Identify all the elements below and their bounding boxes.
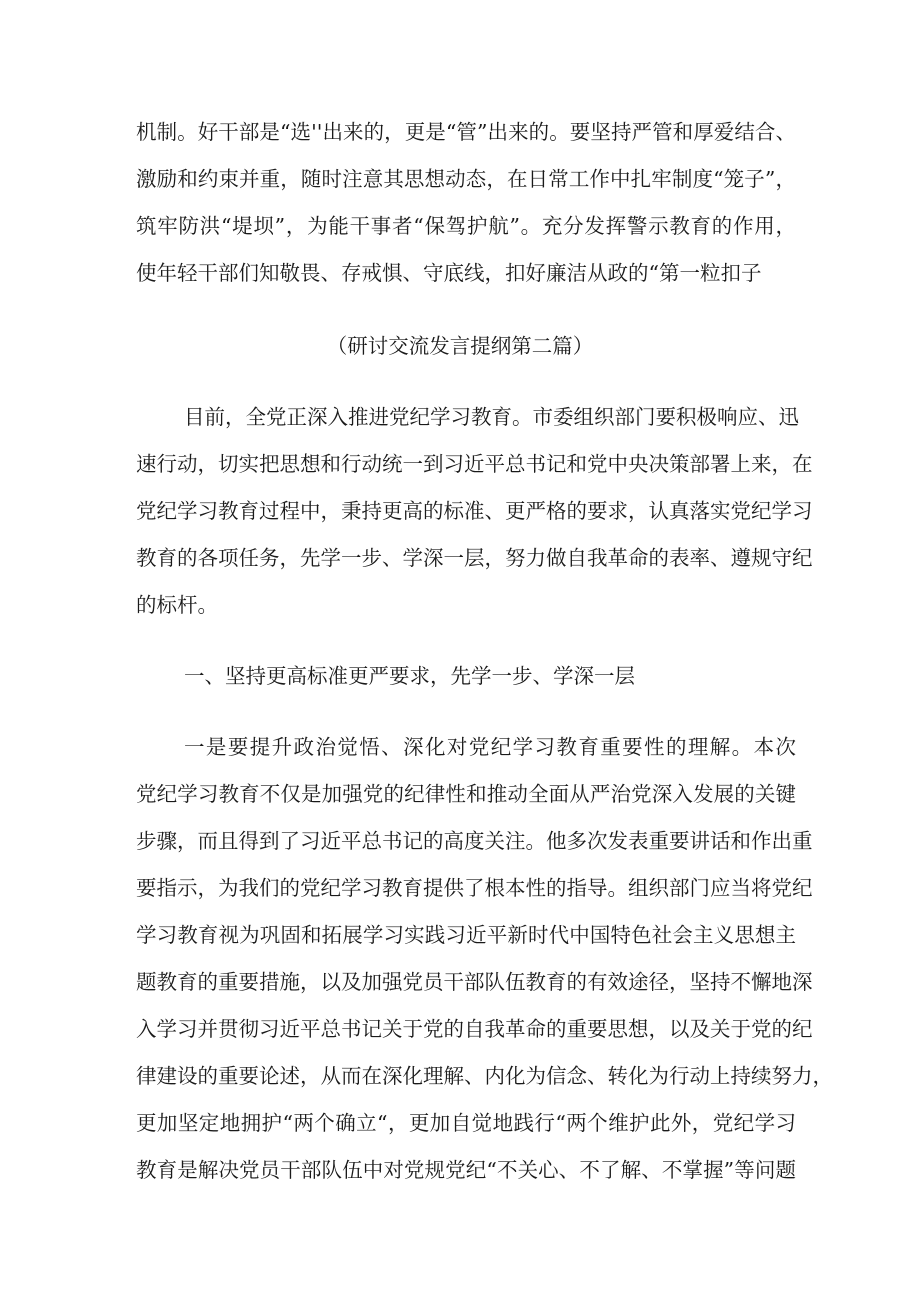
- body-paragraph-line: 一是要提升政治觉悟、深化对党纪学习教育重要性的理解。本次: [184, 735, 796, 759]
- intro-paragraph-line: 目前，全党正深入推进党纪学习教育。市委组织部门要积极响应、迅: [184, 405, 799, 429]
- body-paragraph-line: 党纪学习教育不仅是加强党的纪律性和推动全面从严治党深入发展的关键: [136, 782, 796, 806]
- top-paragraph-line: 筑牢防洪“堤坝”，为能干事者“保驾护航”。充分发挥警示教育的作用，: [136, 214, 796, 238]
- top-paragraph-line: 机制。好干部是“选''出来的，更是“管”出来的。要坚持严管和厚爱结合、: [136, 120, 796, 144]
- body-paragraph-line: 教育是解决党员干部队伍中对党规党纪“不关心、不了解、不掌握”等问题: [136, 1158, 796, 1182]
- intro-paragraph-line: 教育的各项任务，先学一步、学深一层，努力做自我革命的表率、遵规守纪: [136, 546, 813, 570]
- body-paragraph-line: 更加坚定地拥护“两个确立“，更加自觉地践行“两个维护此外，党纪学习: [136, 1111, 796, 1135]
- body-paragraph-line: 要指示，为我们的党纪学习教育提供了根本性的指导。组织部门应当将党纪: [136, 876, 813, 900]
- body-paragraph-line: 题教育的重要措施，以及加强党员干部队伍教育的有效途径，坚持不懈地深: [136, 970, 813, 994]
- top-paragraph-line: 使年轻干部们知敬畏、存戒惧、守底线，扣好廉洁从政的“第一粒扣子: [136, 261, 762, 285]
- body-paragraph-line: 步骤，而且得到了习近平总书记的高度关注。他多次发表重要讲话和作出重: [136, 829, 813, 853]
- top-paragraph-line: 激励和约束并重，随时注意其思想动态，在日常工作中扎牢制度“笼子”，: [136, 167, 796, 191]
- body-paragraph-line: 学习教育视为巩固和拓展学习实践习近平新时代中国特色社会主义思想主: [136, 923, 796, 947]
- section-heading: 一、坚持更高标准更严要求，先学一步、学深一层: [184, 664, 635, 688]
- body-paragraph-line: 律建设的重要论述，从而在深化理解、内化为信念、转化为行动上持续努力，: [136, 1064, 833, 1088]
- intro-paragraph-line: 速行动，切实把思想和行动统一到习近平总书记和党中央决策部署上来，在: [136, 452, 813, 476]
- document-subtitle: （研讨交流发言提纲第二篇）: [326, 334, 594, 358]
- intro-paragraph-line: 党纪学习教育过程中，秉持更高的标准、更严格的要求，认真落实党纪学习: [136, 499, 813, 523]
- intro-paragraph-line: 的标杆。: [136, 593, 218, 617]
- body-paragraph-line: 入学习并贯彻习近平总书记关于党的自我革命的重要思想，以及关于党的纪: [136, 1017, 813, 1041]
